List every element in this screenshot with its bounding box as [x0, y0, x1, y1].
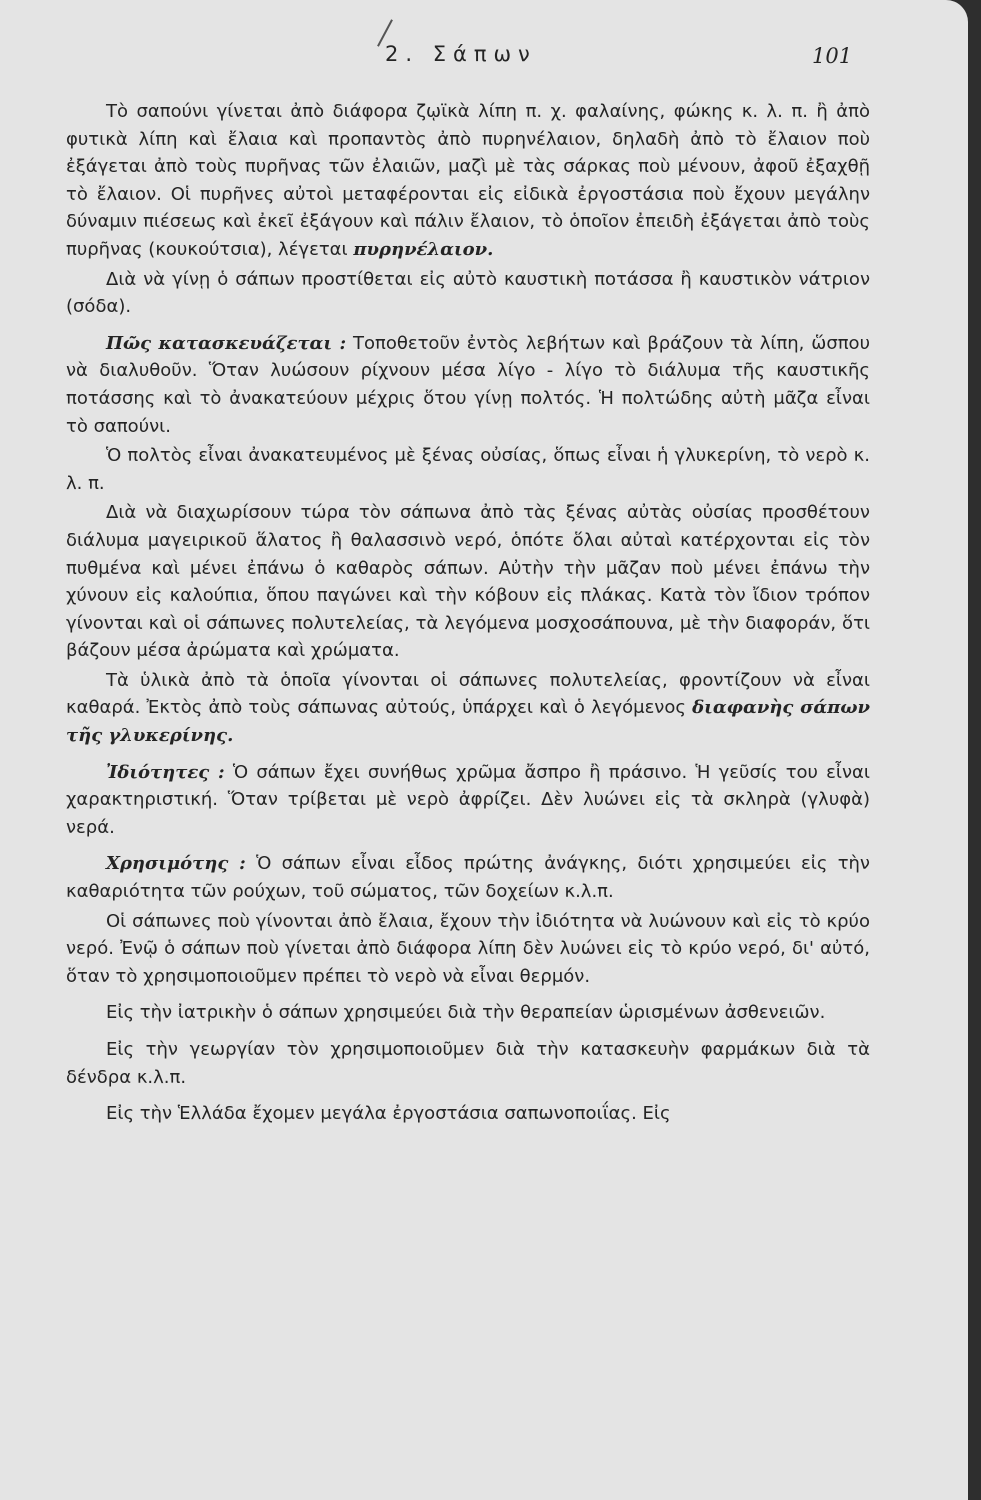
paragraph-4	[66, 442, 870, 497]
paragraph-text: Τὸ σαπούνι γίνεται ἀπὸ διάφορα ζῳϊκὰ λίπη π. χ. φαλαίνης, φώκης κ. λ. π. ἢ ἀπὸ φυτικὰ λίπη καὶ ἔλαια καὶ προπαντὸς ἀπὸ πυρηνέλαιον, δηλαδὴ ἀπὸ τὸ ἔλαιον ποὺ ἐξάγεται ἀπὸ τοὺς πυρῆνας τῶν ἐλαιῶν, μαζὶ μὲ τὰς σάρκας ποὺ μένουν, ἀφοῦ ἐξαχθῇ τὸ ἔλαιον. Οἱ πυρῆνες αὐτοὶ μεταφέρονται εἰς εἰδικὰ ἐργοστάσια ποὺ ἔχουν μεγάλην δύναμιν πιέσεως καὶ ἐκεῖ ἐξάγουν καὶ πάλιν ἔλαιον, τὸ ὁποῖον ἐπειδὴ ἐξάγεται ἀπὸ τοὺς πυρῆνας (κουκούτσια), λέγεται	[66, 101, 870, 260]
paragraph-11	[66, 1036, 870, 1091]
paragraph-2	[66, 266, 870, 321]
subheading-preparation: Πῶς κατασκευάζεται :	[106, 332, 347, 354]
paragraph-12	[66, 1100, 870, 1128]
emphasized-term: διαφανὴς σάπων τῆς γλυκερίνης.	[66, 697, 870, 747]
paragraph-preparation	[66, 330, 870, 440]
page-number: 101	[812, 44, 853, 68]
paragraph-10	[66, 999, 870, 1027]
paragraph-6	[66, 667, 870, 750]
paragraph-usefulness	[66, 850, 870, 905]
paragraph-text: Οἱ σάπωνες ποὺ γίνονται ἀπὸ ἔλαια, ἔχουν τὴν ἰδιότητα νὰ λυώνουν καὶ εἰς τὸ κρύο νερό. Ἐνῷ ὁ σάπων ποὺ γίνεται ἀπὸ διάφορα λίπη δὲν λυώνει εἰς τὸ κρύο νερό, δι' αὐτό, ὅταν τὸ χρησιμοποιοῦμεν πρέπει τὸ νερὸ νὰ εἶναι θερμόν.	[66, 910, 870, 987]
page-body	[66, 98, 870, 1137]
scan-background-edge	[968, 0, 981, 1500]
emphasized-term: πυρηνέλαιον.	[353, 238, 494, 260]
paragraph-text: Ὁ σάπων εἶναι εἶδος πρώτης ἀνάγκης, διότι χρησιμεύει εἰς τὴν καθαριότητα τῶν ρούχων, τοῦ σώματος, τῶν δοχείων κ.λ.π.	[66, 853, 870, 903]
paragraph-text: Διὰ νὰ γίνῃ ὁ σάπων προστίθεται εἰς αὐτὸ καυστικὴ ποτάσσα ἢ καυστικὸν νάτριον (σόδα).	[66, 268, 870, 318]
paragraph-text: Εἰς τὴν γεωργίαν τὸν χρησιμοποιοῦμεν διὰ τὴν κατασκευὴν φαρμάκων διὰ τὰ δένδρα κ.λ.π.	[66, 1039, 870, 1088]
paragraph-9	[66, 908, 870, 991]
paragraph-text: Τοποθετοῦν ἐντὸς λεβήτων καὶ βράζουν τὰ λίπη, ὥσπου νὰ διαλυθοῦν. Ὅταν λυώσουν ρίχνουν μέσα λίγο - λίγο τὸ διάλυμα τῆς καυστικῆς ποτάσσης καὶ τὸ ἀνακατεύουν μέχρις ὅτου γίνῃ πολτός. Ἡ πολτώδης αὐτὴ μᾶζα εἶναι τὸ σαπούνι.	[66, 332, 870, 437]
subheading-properties: Ἰδιότητες :	[106, 761, 225, 783]
paragraph-1	[66, 98, 870, 264]
chapter-heading: 2. Σάπων	[385, 42, 537, 66]
paragraph-properties	[66, 759, 870, 842]
paragraph-text: Διὰ νὰ διαχωρίσουν τώρα τὸν σάπωνα ἀπὸ τὰς ξένας αὐτὰς οὐσίας προσθέτουν διάλυμα μαγειρικοῦ ἅλατος ἢ θαλασσινὸ νερό, ὁπότε ὅλαι αὐταὶ κατέρχονται εἰς τὸν πυθμένα καὶ μένει ἐπάνω ὁ καθαρὸς σάπων. Αὐτὴν τὴν μᾶζαν ποὺ μένει ἐπάνω τὴν χύνουν εἰς καλούπια, ὅπου παγώνει καὶ τὴν κόβουν εἰς πλάκας. Κατὰ τὸν ἴδιον τρόπον γίνονται καὶ οἱ σάπωνες πολυτελείας, τὰ λεγόμενα μοσχοσάπουνα, μὲ τὴν διαφοράν, ὅτι βάζουν μέσα ἀρώματα καὶ χρώματα.	[66, 502, 870, 662]
subheading-usefulness: Χρησιμότης :	[106, 853, 246, 875]
paragraph-text: Ὁ πολτὸς εἶναι ἀνακατευμένος μὲ ξένας οὐσίας, ὅπως εἶναι ἡ γλυκερίνη, τὸ νερὸ κ. λ. π.	[66, 445, 870, 494]
paragraph-text: Εἰς τὴν ἰατρικὴν ὁ σάπων χρησιμεύει διὰ τὴν θεραπείαν ὡρισμένων ἀσθενειῶν.	[106, 1002, 826, 1024]
paragraph-text: Εἰς τὴν Ἑλλάδα ἔχομεν μεγάλα ἐργοστάσια σαπωνοποιΐας. Εἰς	[106, 1103, 671, 1125]
paragraph-text: Τὰ ὑλικὰ ἀπὸ τὰ ὁποῖα γίνονται οἱ σάπωνες πολυτελείας, φροντίζουν νὰ εἶναι καθαρά. Ἐκτὸς ἀπὸ τοὺς σάπωνας αὐτούς, ὑπάρχει καὶ ὁ λεγόμενος	[66, 669, 870, 719]
page-header	[0, 42, 968, 76]
paragraph-5	[66, 499, 870, 665]
paragraph-text: Ὁ σάπων ἔχει συνήθως χρῶμα ἄσπρο ἢ πράσινο. Ἡ γεῦσίς του εἶναι χαρακτηριστική. Ὅταν τρίβεται μὲ νερὸ ἀφρίζει. Δὲν λυώνει εἰς τὰ σκληρὰ (γλυφὰ) νερά.	[66, 761, 870, 838]
